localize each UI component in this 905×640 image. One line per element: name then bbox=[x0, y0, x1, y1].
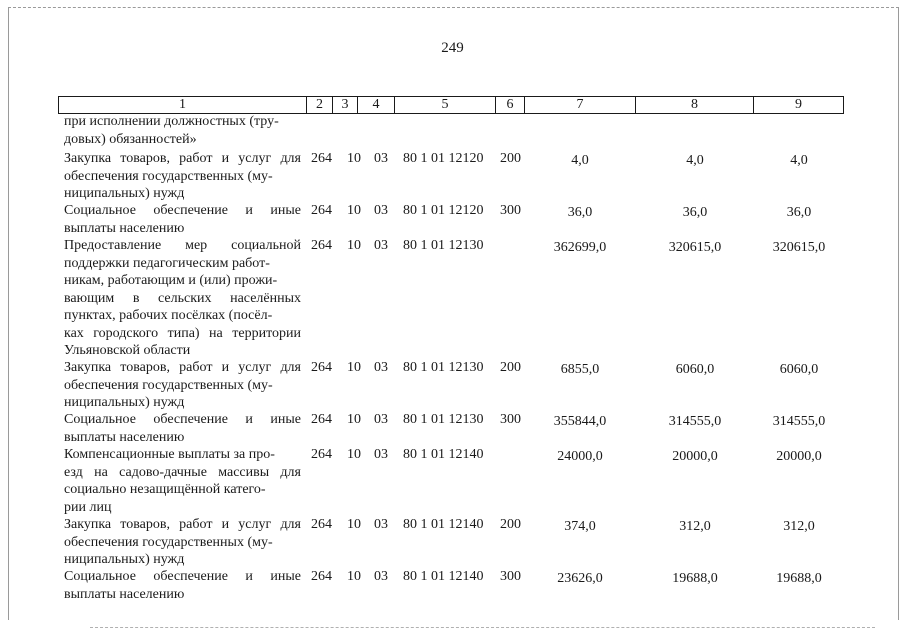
cell-c9: 20000,0 bbox=[776, 449, 822, 464]
cell-c2: 264 bbox=[311, 412, 332, 427]
column-header-7: 7 bbox=[525, 96, 636, 114]
cell-c7: 6855,0 bbox=[560, 362, 600, 377]
cell-c6: 200 bbox=[500, 360, 521, 375]
cell-c5: 80 1 01 12140 bbox=[403, 569, 484, 584]
cell-c7: 24000,0 bbox=[557, 449, 603, 464]
cell-c3: 10 bbox=[347, 447, 361, 462]
cell-c5: 80 1 01 12120 bbox=[403, 203, 484, 218]
cell-c3: 10 bbox=[347, 569, 361, 584]
cell-c7: 23626,0 bbox=[557, 571, 603, 586]
cell-c8: 20000,0 bbox=[672, 449, 718, 464]
cell-c9: 6060,0 bbox=[779, 362, 819, 377]
row-description: Социальное обеспечение и иные выплаты населению bbox=[64, 412, 301, 445]
cell-c4: 03 bbox=[374, 447, 388, 462]
cell-c9: 320615,0 bbox=[772, 240, 826, 255]
column-header-8: 8 bbox=[636, 96, 754, 114]
cell-c2: 264 bbox=[311, 151, 332, 166]
cell-c2: 264 bbox=[311, 517, 332, 532]
page-border-right bbox=[898, 7, 899, 620]
cell-c5: 80 1 01 12140 bbox=[403, 447, 484, 462]
cell-c2: 264 bbox=[311, 203, 332, 218]
cell-c8: 320615,0 bbox=[668, 240, 722, 255]
cell-c7: 355844,0 bbox=[553, 414, 607, 429]
cell-c5: 80 1 01 12130 bbox=[403, 412, 484, 427]
cell-c4: 03 bbox=[374, 412, 388, 427]
cell-c4: 03 bbox=[374, 517, 388, 532]
cell-c9: 19688,0 bbox=[776, 571, 822, 586]
cell-c3: 10 bbox=[347, 238, 361, 253]
table-header bbox=[58, 96, 844, 114]
cell-c7: 362699,0 bbox=[553, 240, 607, 255]
row-description: Социальное обеспечение и иные выплаты населению bbox=[64, 569, 301, 602]
cell-c3: 10 bbox=[347, 360, 361, 375]
cell-c5: 80 1 01 12130 bbox=[403, 360, 484, 375]
cell-c8: 36,0 bbox=[682, 205, 708, 220]
column-header-5: 5 bbox=[395, 96, 496, 114]
column-header-3: 3 bbox=[333, 96, 358, 114]
row-description: Социальное обеспечение и иные выплаты населению bbox=[64, 203, 301, 236]
cell-c7: 4,0 bbox=[571, 153, 589, 168]
row-description: Закупка товаров, работ и услуг для обеспечения государственных (му- ниципальных) нужд bbox=[64, 151, 301, 201]
column-header-6: 6 bbox=[496, 96, 525, 114]
cell-c4: 03 bbox=[374, 151, 388, 166]
row-description: Закупка товаров, работ и услуг для обеспечения государственных (му- ниципальных) нужд bbox=[64, 517, 301, 567]
page-border-top bbox=[8, 7, 899, 8]
cell-c6: 300 bbox=[500, 569, 521, 584]
column-header-2: 2 bbox=[307, 96, 333, 114]
cell-c4: 03 bbox=[374, 238, 388, 253]
cell-c2: 264 bbox=[311, 238, 332, 253]
row-description: Компенсационные выплаты за про- езд на садово-дачные массивы для социально незащищённой катего- рии лиц bbox=[64, 447, 301, 515]
row-description: Закупка товаров, работ и услуг для обеспечения государственных (му- ниципальных) нужд bbox=[64, 360, 301, 410]
cell-c3: 10 bbox=[347, 412, 361, 427]
cell-c2: 264 bbox=[311, 447, 332, 462]
cell-c8: 312,0 bbox=[679, 519, 711, 534]
cell-c4: 03 bbox=[374, 360, 388, 375]
cell-c5: 80 1 01 12140 bbox=[403, 517, 484, 532]
cell-c6: 200 bbox=[500, 151, 521, 166]
cell-c9: 4,0 bbox=[790, 153, 808, 168]
cell-c4: 03 bbox=[374, 203, 388, 218]
page-border-left bbox=[8, 7, 9, 620]
cell-c9: 312,0 bbox=[783, 519, 815, 534]
page-number: 249 bbox=[441, 40, 464, 56]
cell-c4: 03 bbox=[374, 569, 388, 584]
cell-c2: 264 bbox=[311, 360, 332, 375]
cell-c8: 19688,0 bbox=[672, 571, 718, 586]
cell-c5: 80 1 01 12130 bbox=[403, 238, 484, 253]
column-header-4: 4 bbox=[358, 96, 395, 114]
cell-c3: 10 bbox=[347, 151, 361, 166]
cell-c8: 6060,0 bbox=[675, 362, 715, 377]
cell-c6: 300 bbox=[500, 203, 521, 218]
cell-c8: 4,0 bbox=[686, 153, 704, 168]
cell-c5: 80 1 01 12120 bbox=[403, 151, 484, 166]
cell-c3: 10 bbox=[347, 517, 361, 532]
page-border-bottom bbox=[90, 627, 875, 628]
cell-c7: 374,0 bbox=[564, 519, 596, 534]
cell-c8: 314555,0 bbox=[668, 414, 722, 429]
cell-c6: 300 bbox=[500, 412, 521, 427]
cell-c3: 10 bbox=[347, 203, 361, 218]
cell-c9: 314555,0 bbox=[772, 414, 826, 429]
cell-c7: 36,0 bbox=[567, 205, 593, 220]
column-header-9: 9 bbox=[754, 96, 844, 114]
cell-c9: 36,0 bbox=[786, 205, 812, 220]
row-description: Предоставление мер социальной поддержки педагогическим работ- никам, работающим и (или) прожи- вающим в сельских населённых пунктах, рабочих посёлках (посёл- ках городского типа) на территории Ульяновской области bbox=[64, 238, 301, 358]
column-header-1: 1 bbox=[58, 96, 307, 114]
cell-c6: 200 bbox=[500, 517, 521, 532]
row-description: при исполнении должностных (тру- довых) обязанностей» bbox=[64, 114, 279, 147]
cell-c2: 264 bbox=[311, 569, 332, 584]
